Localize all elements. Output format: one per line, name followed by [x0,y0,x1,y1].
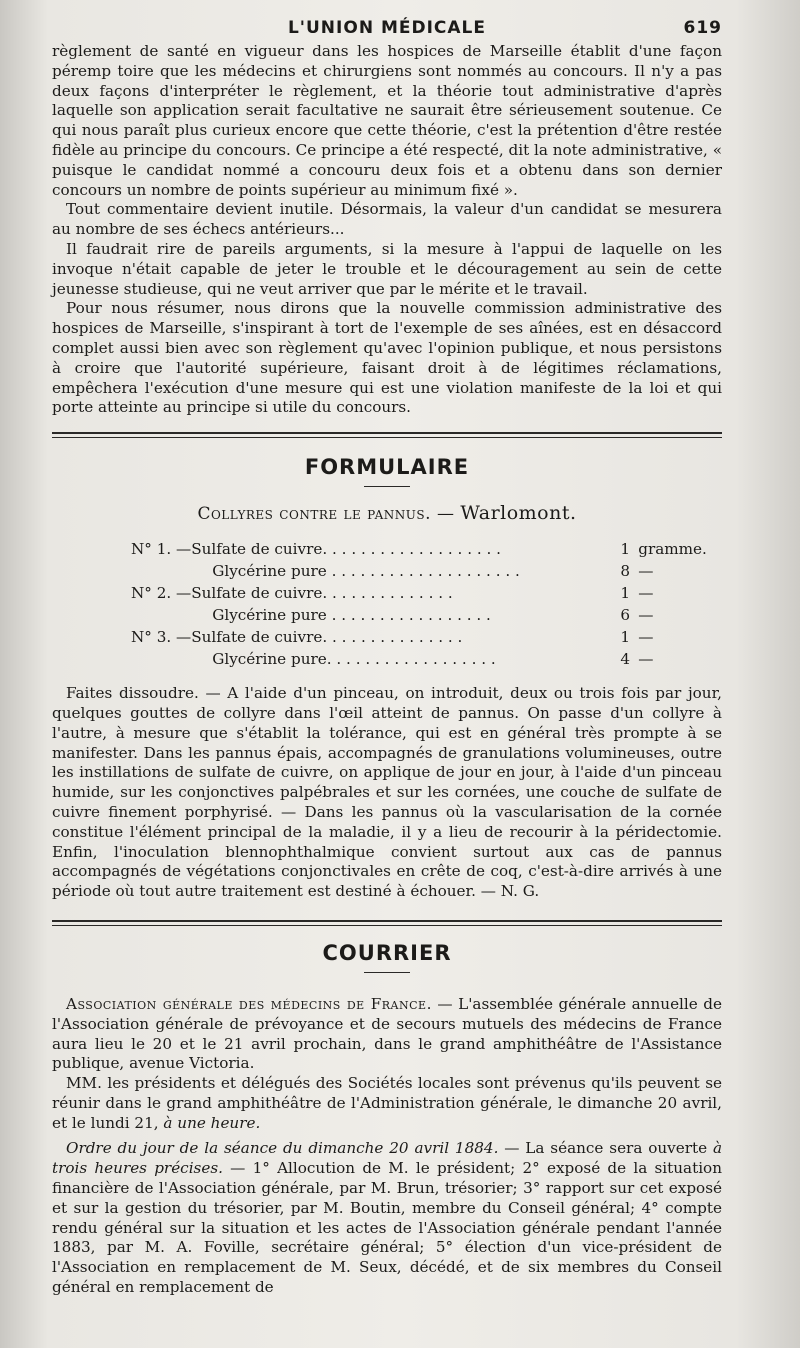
unit: — [638,606,654,625]
courrier-heading: COURRIER [322,940,452,965]
agenda-title: Ordre du jour de la séance du dimanche 20 avril 1884. [66,1139,499,1158]
association-name: Association générale des médecins de France. [66,994,432,1013]
recipe-number: N° 3. — [131,628,192,647]
quantity: 1 [620,540,631,559]
meeting-time: à une heure. [163,1113,261,1132]
courrier-paragraph-2-text: MM. les présidents et délégués des Sociétés locales sont prévenus qu'ils peuvent se réunir dans le grand amphithéâtre de l'Administration générale, le dimanche 20 avril, et le lundi 21, [52,1074,722,1132]
intro-paragraph-1: règlement de santé en vigueur dans les hospices de Marseille établit d'une façon péremp toire que les médecins et chirurgiens sont nommés au concours. Il n'y a pas deux façons d'interpréter le règlement, et la théorie tout administrative d'après laquelle son application serait facultative ne saurait être sérieusement soutenue. Ce qui nous paraît plus curieux encore que cette théorie, c'est la prétention d'être restée fidèle au principe du concours. Ce principe a été respecté, dit la note administrative, « puisque le candidat nommé a concouru deux fois et a obtenu dans son dernier concours un nombre de points supérieur au minimum fixé ». [52,42,722,199]
agenda-start-time: à trois heures précises. [52,1139,722,1178]
courrier-paragraph-2 [52,1074,722,1133]
unit: gramme. [638,540,707,559]
agenda-items: — 1° Allocution de M. le président; 2° exposé de la situation financière de l'Association générale, par M. Brun, trésorier; 3° rapport sur cet exposé et sur la gestion du trésorier, par M. Boutin, membre du Conseil général; 4° compte rendu général sur la situation et les actes de l'Association générale pendant l'année 1883, par M. A. Foville, secrétaire général; 5° élection d'un vice-président de l'Association en remplacement de M. Seux, décédé, et de six membres du Conseil général en remplacement de [52,1159,722,1297]
unit: — [638,650,654,669]
heading-underline [364,972,410,973]
formula-title [52,501,722,526]
section-divider [52,920,722,926]
quantity: 4 [620,650,631,669]
recipe-row [131,604,718,626]
formulaire-body: Faites dissoudre. — A l'aide d'un pinceau, on introduit, deux ou trois fois par jour, quelques gouttes de collyre dans l'œil atteint de pannus. On passe d'un collyre à l'autre, à mesure que s'établit la tolérance, qui est en général très prompte à se manifester. Dans les pannus épais, accompagnés de granulations volumineuses, outre les instillations de sulfate de cuivre, on applique de jour en jour, à l'aide d'un pinceau humide, sur les conjonctives palpébrales et sur les cornées, une couche de sulfate de cuivre finement porphyrisé. — Dans les pannus où la vascularisation de la cornée constitue l'élément principal de la maladie, il y a lieu de recourir à la péridectomie. Enfin, l'inoculation blennophthalmique convient surtout aux cas de pannus accompagnés de végétations conjonctivales en crête de coq, c'est-à-dire arrivés à une période où tout autre traitement est destiné à échouer. — N. G. [52,684,722,901]
quantity: 6 [620,606,631,625]
recipe-number: N° 1. — [131,540,192,559]
unit: — [638,584,654,603]
recipe-table [131,538,718,670]
intro-paragraph-4: Pour nous résumer, nous dirons que la nouvelle commission administrative des hospices de Marseille, s'inspirant à tort de l'exemple de ses aînées, est en désaccord complet aussi bien avec son règlement qu'avec l'opinion publique, et nous persistons à croire que l'autorité supérieure, faisant droit à de légitimes réclamations, empêchera l'exécution d'une mesure qui est une violation manifeste de la loi et qui porte atteinte au principe si utile du concours. [52,299,722,417]
recipe-row [131,582,718,604]
quantity: 8 [620,562,631,581]
journal-title: L'UNION MÉDICALE [287,18,487,38]
intro-paragraph-3: Il faudrait rire de pareils arguments, si la mesure à l'appui de laquelle on les invoque n'était capable de jeter le trouble et le découragement au sein de cette jeunesse studieuse, qui ne veut arriver que par le mérite et le travail. [52,239,722,298]
courrier-paragraph-3 [52,1139,722,1297]
courrier-paragraph-1-text: — L'assemblée générale annuelle de l'Association générale de prévoyance et de secours mutuels des médecins de France aura lieu le 20 et le 21 avril prochain, dans le grand amphithéâtre de l'Assistance publique, avenue Victoria. [52,994,722,1073]
intro-paragraph-2: Tout commentaire devient inutile. Désormais, la valeur d'un candidat se mesurera au nombre de ses échecs antérieurs... [52,200,722,239]
page-number: 619 [683,18,722,38]
ingredient: Sulfate de cuivre. . . . . . . . . . . . . . [191,584,453,603]
recipe-row [131,538,718,560]
ingredient: Glycérine pure. . . . . . . . . . . . . . . . . . [212,650,496,669]
running-head [52,14,722,42]
formula-author: Warlomont. [460,502,577,525]
section-divider [52,432,722,438]
formula-title-prefix: Collyres contre le pannus. — [197,504,455,525]
unit: — [638,628,654,647]
quantity: 1 [620,628,631,647]
agenda-intro: — La séance sera ouverte [498,1139,713,1158]
ingredient: Glycérine pure . . . . . . . . . . . . . . . . . . . . [212,562,520,581]
unit: — [638,562,654,581]
recipe-row [131,626,718,648]
recipe-row [131,648,718,670]
quantity: 1 [620,584,631,603]
recipe-number: N° 2. — [131,584,192,603]
recipe-row [131,560,718,582]
heading-underline [364,486,410,487]
courrier-paragraph-1 [52,995,722,1074]
ingredient: Sulfate de cuivre. . . . . . . . . . . . . . . . . . . [191,540,501,559]
ingredient: Glycérine pure . . . . . . . . . . . . . . . . . [212,606,491,625]
formulaire-heading: FORMULAIRE [304,455,470,480]
ingredient: Sulfate de cuivre. . . . . . . . . . . . . . . [191,628,463,647]
